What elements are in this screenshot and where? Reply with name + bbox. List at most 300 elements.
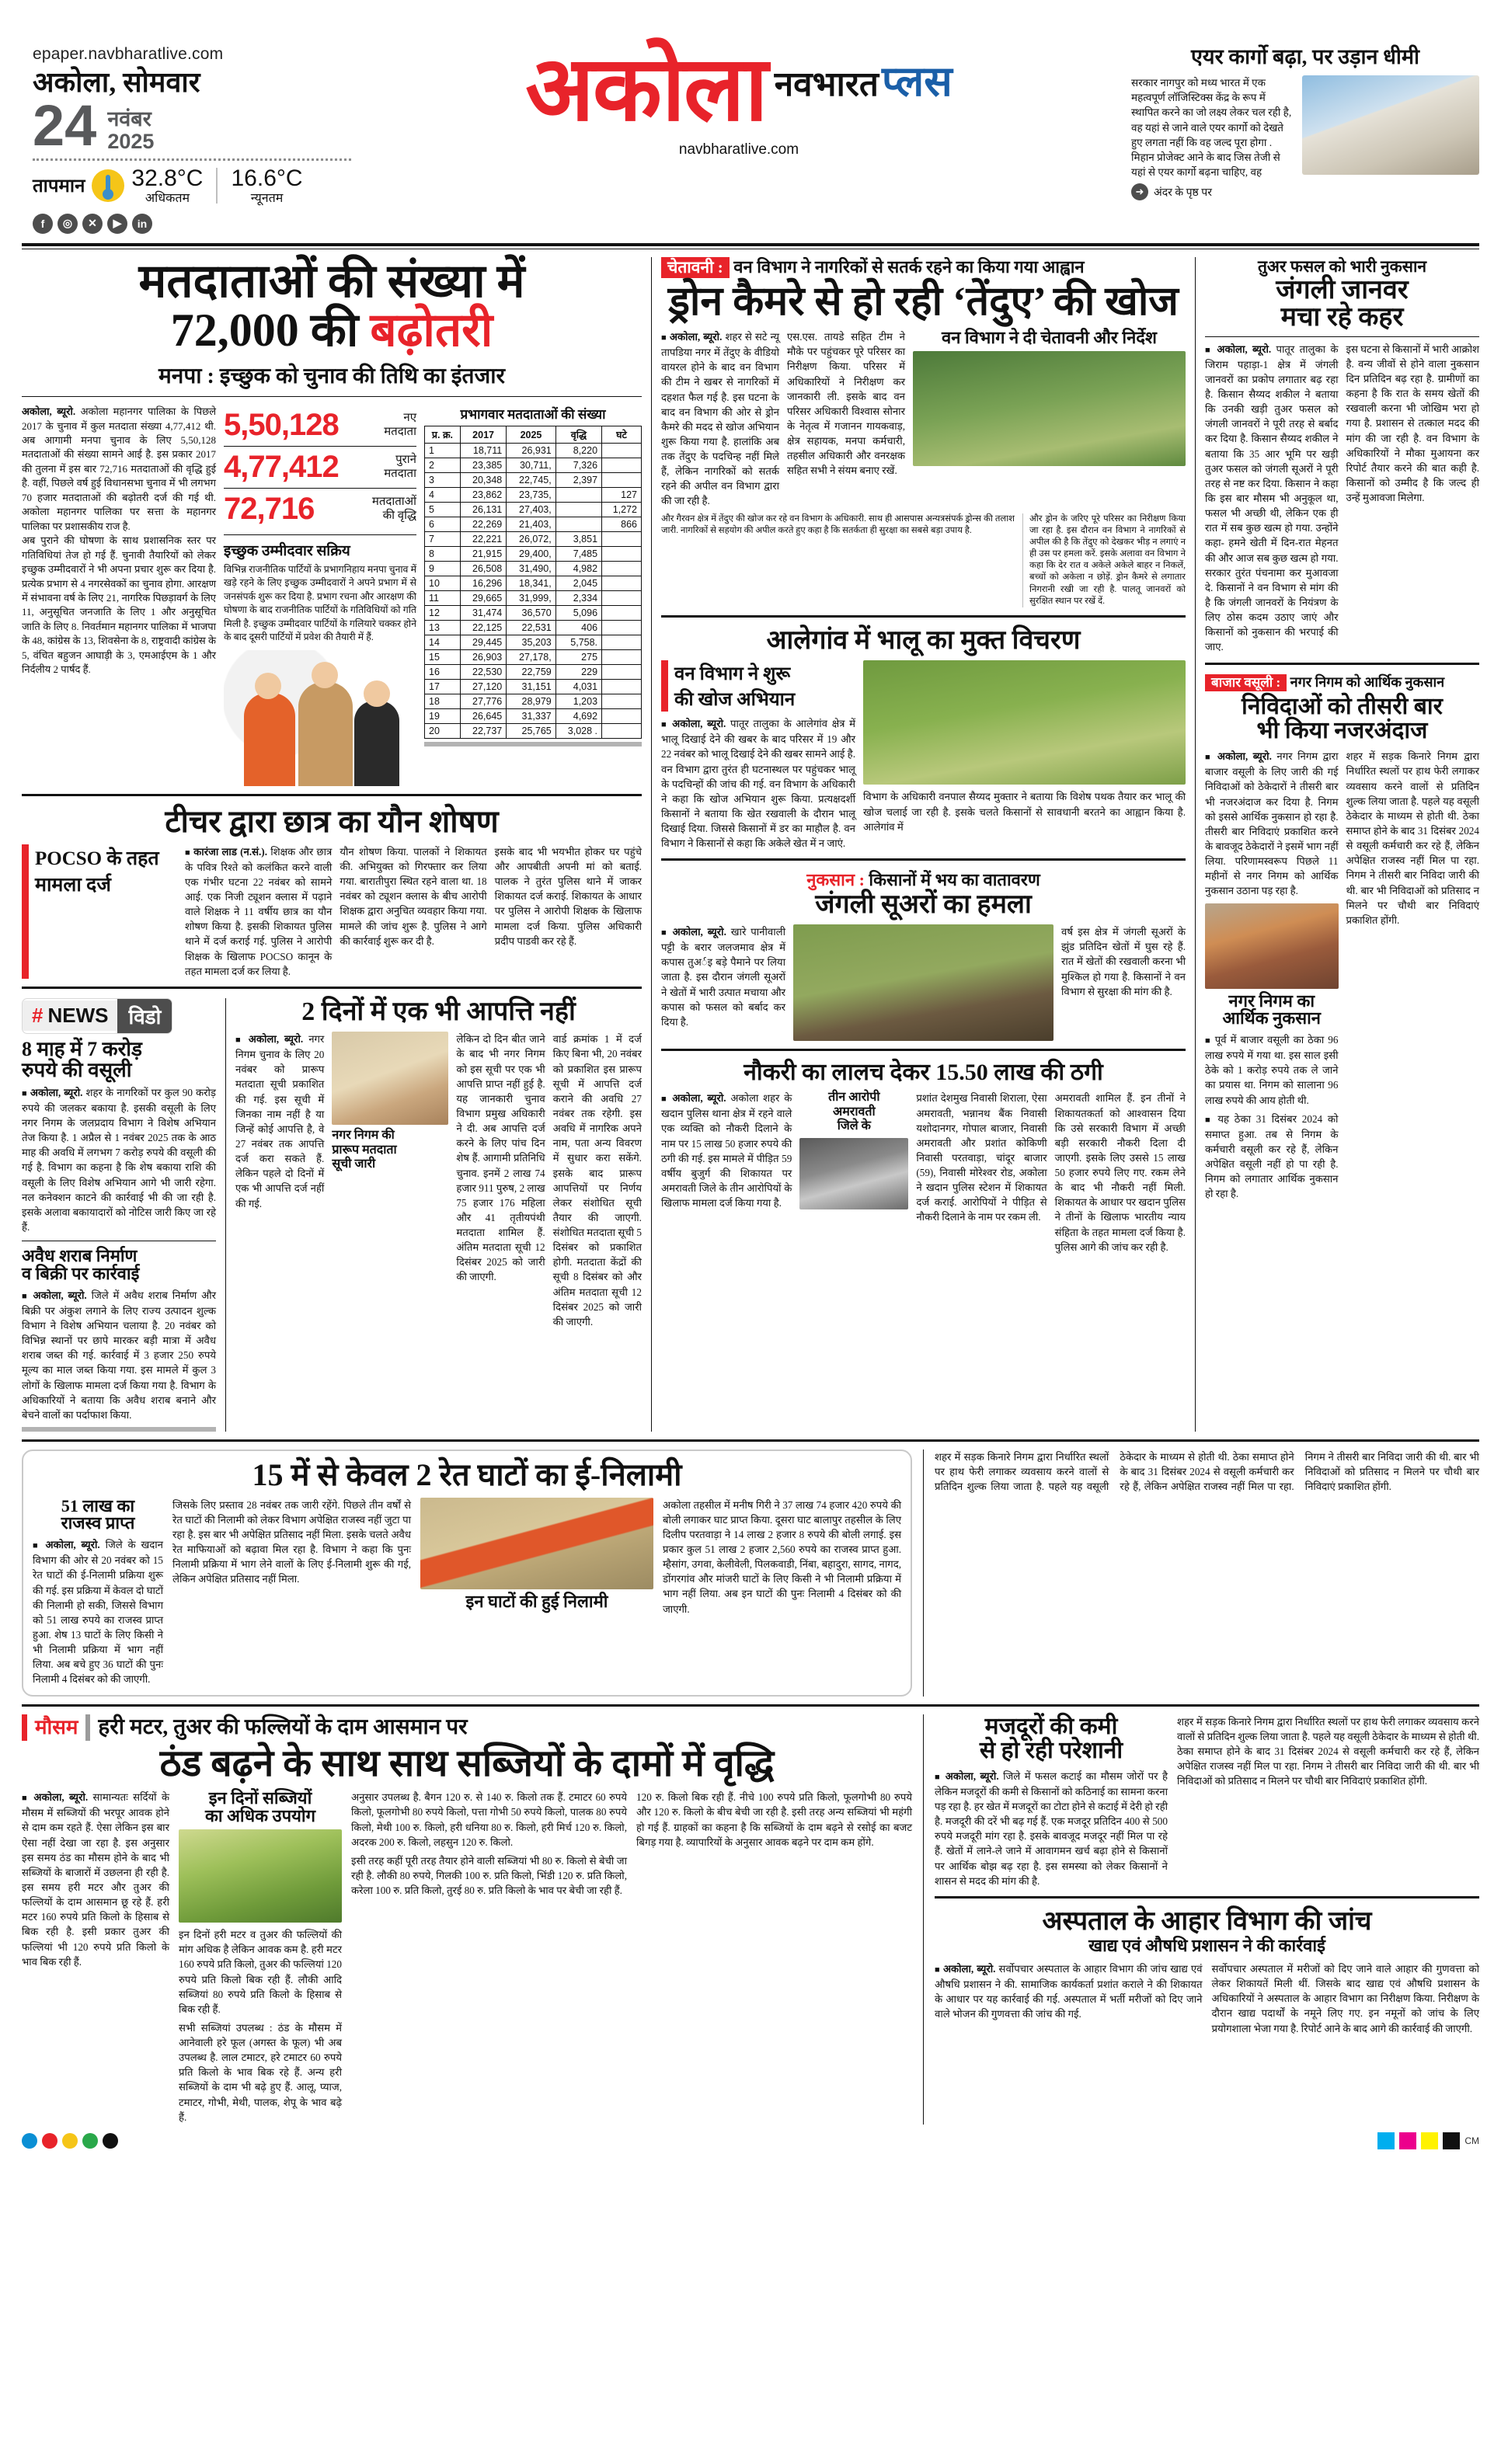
table-row — [425, 503, 642, 517]
cell-decrease — [602, 694, 642, 709]
table-row — [425, 458, 642, 473]
teaser-more-label[interactable]: अंदर के पृष्ठ पर — [1154, 186, 1212, 199]
bear-sub-line1: वन विभाग ने शुरू — [674, 664, 791, 685]
cell-2025: 31,490, — [507, 562, 556, 576]
sand-subcap: इन घाटों की हुई निलामी — [465, 1591, 608, 1611]
lead-rule — [22, 396, 642, 397]
weather-label: मौसम — [35, 1715, 78, 1738]
pigs-col1: ■ अकोला, ब्यूरो. खारे पानीवाली पट्टी के बरार जलजमाव क्षेत्र में कपास तुअर्इ बड़े पैमाने पर लिया जाता है. इस दौरान जंगली सूअरों ने खेतों में भारी उत्पात मचाया और कपास को फसल को बर्बाद कर दिया है. — [661, 924, 785, 1041]
table-row — [425, 694, 642, 709]
right-divider-1 — [1205, 663, 1479, 665]
tender-kicker-rest: नगर निगम को आर्थिक नुकसान — [1287, 673, 1445, 690]
temperature-max-label: अधिकतम — [145, 191, 190, 205]
cell-increase — [555, 503, 601, 517]
youtube-icon[interactable]: ▶ — [107, 214, 127, 234]
cell-ward: 17 — [425, 680, 461, 694]
masthead-rule — [22, 243, 1479, 246]
sand-text-1: जिले के खदान विभाग की ओर से 20 नवंबर को 15 रेत घाटों की ई-निलामी प्रक्रिया शुरू की गई. इस प्रक्रिया में केवल दो घाटों की निलामी हो सकी, जिससे विभाग को 51 लाख रुपये का राजस्व प्राप्त हुआ. शेष 13 घाटों के लिए किसी ने भी निलामी प्रक्रिया में भाग नहीं लिया. अब बचे हुए 36 घाटों की पुनः निलामी 4 दिसंबर को की जाएगी. — [33, 1539, 164, 1686]
cell-ward: 7 — [425, 532, 461, 547]
cell-decrease — [602, 665, 642, 680]
sand-col2: जिसके लिए प्रस्ताव 28 नवंबर तक जारी रहेंगे. पिछले तीन वर्षों से रेत घाटों की निलामी को लेकर विभाग अपेक्षित राजस्व नहीं जुटा पा रहा है. इस बार भी अपेक्षित प्रतिसाद नहीं मिला. इसके चलते अवैध रेत माफियाओं को बढ़ावा मिल रहा है. विभाग ने कहा कि पुनः निलामी प्रक्रिया में भाग लेने वालों के लिए ई-निलामी शुरू की गई, लेकिन अपेक्षित प्रतिसाद नहीं मिला. — [172, 1498, 411, 1585]
cell-decrease — [602, 680, 642, 694]
table-row — [425, 621, 642, 635]
cell-decrease — [602, 635, 642, 650]
objection-cap-line1: नगर निगम की — [332, 1129, 395, 1143]
pigs-story — [661, 870, 1186, 1041]
temperature-max: 32.8°C — [131, 165, 204, 191]
weather-text-1: सामान्यतः सर्दियों के मौसम में सब्जियों की भरपूर आवक होने से दाम कम रहते हैं. ऐसा लेकिन इस बार ऐसा नहीं देखा जा रहा है. इस अनुसार इस समय ठंड का मौसम होने के बाद भी सब्जियों के बाजारों में उछलना ही रही है. इस समय हरी मटर और तुअर की फल्लियों के दाम आसमान छू रहे हैं. हरी मटर 160 रुपये प्रति किलो के हिसाब से बिक रही है. इसी प्रकार तुअर की फल्लियां भी 120 रुपये प्रति किलो के भाव बिक रही हैं. — [22, 1791, 169, 1968]
wild-col2: इस घटना से किसानों में भारी आक्रोश है. वन्य जीवों से होने वाला नुकसान दिन प्रतिदिन बढ़ रहा है. ग्रामीणों का कहना है कि रात के समय खेतों की रखवाली करना भी जोखिम भरा हो गया है. प्रशासन से तत्काल मदद की मांग की जा रही है. वन विभाग के अधिकारियों ने मौका मुआयना कर रिपोर्ट तैयार करने की बात कही है. किसानों को उम्मीद है कि जल्द ही उन्हें मुआवजा मिलेगा. — [1346, 343, 1479, 504]
weather-byline: अकोला, ब्यूरो. — [33, 1791, 89, 1804]
cell-2017: 27,120 — [460, 680, 506, 694]
cell-ward: 5 — [425, 503, 461, 517]
cell-decrease: 127 — [602, 488, 642, 503]
weather-col2b: सभी सब्जियां उपलब्ध : ठंड के मौसम में आनेवाली हरे फूल (अगस्त के फूल) भी अब उपलब्ध है. लाल टमाटर, हरे टमाटर 60 रुपये प्रति किलो के भाव बिक रहे हैं. अन्य हरी सब्जियों के दाम भी बढ़े हुए हैं. आलू, प्याज, टमाटर, गोभी, मेथी, पालक, शेपू के भाव बढ़े हैं. — [179, 2021, 342, 2123]
hospital-subhead: खाद्य एवं औषधि प्रशासन ने की कार्रवाई — [1088, 1936, 1325, 1956]
footer-bar — [22, 2132, 1479, 2160]
stat-label-line1: नए — [403, 412, 416, 425]
cell-decrease — [602, 576, 642, 591]
tender-continued-text — [935, 1450, 1479, 1494]
temperature-separator — [216, 168, 218, 204]
stat-value: 5,50,128 — [224, 408, 339, 443]
cell-2025: 23,735, — [507, 488, 556, 503]
cell-decrease — [602, 562, 642, 576]
column-center — [651, 257, 1195, 1432]
fraud-cap-line1: तीन आरोपी — [828, 1091, 880, 1105]
cell-decrease — [602, 547, 642, 562]
tender-bullet-2-text: यह ठेका 31 दिसंबर 2024 को समाप्त हुआ. तब से निगम के कर्मचारी वसूली कर रहे हैं, लेकिन अपेक्षित वसूली नहीं हो पा रही है. निगम को लगातार आर्थिक नुकसान हो रहा है. — [1205, 1112, 1339, 1200]
table-row — [425, 562, 642, 576]
sand-col3: अकोला तहसील में मनीष गिरी ने 37 लाख 74 हजार 420 रुपये की बोली लगाकर घाट प्राप्त किया. दूसरा घाट बालापुर तहसील के लिए दिलीप परतवाड़ा ने 14 लाख 2 हजार 8 रुपये की बोली लगाई. इस प्रकार कुल 51 लाख 2 हजार 2,560 रुपये का राजस्व प्राप्त हुआ. म्हैसांग, उगवा, केलीवेली, पिलकवाडी, निंबा, बहादुरा, सागद, नागद, डोंगरगांव और मांजरी घाटों के लिए किसी ने भी निलामी प्रक्रिया में भाग नहीं लिया. अब इन घाटों की पुनः निलामी 4 दिसंबर को की जाएगी. — [663, 1498, 901, 1615]
cell-increase: 3,028 . — [555, 724, 601, 739]
drone-body — [661, 329, 1186, 508]
cell-increase: 8,220 — [555, 444, 601, 458]
cell-increase: 7,326 — [555, 458, 601, 473]
tender-byline: अकोला, ब्यूरो. — [1217, 750, 1272, 763]
weather-col1 — [22, 1790, 169, 2125]
logo-plus: प्लस — [882, 58, 952, 105]
drone-photo-block — [913, 329, 1186, 508]
lead-byline: अकोला, ब्यूरो. — [22, 405, 76, 418]
video-label[interactable]: विडो — [117, 999, 172, 1033]
hospital-col1 — [935, 1961, 1203, 2036]
date-day: 24 — [33, 92, 97, 158]
cell-increase: 2,397 — [555, 473, 601, 488]
green-vegetables-photo — [179, 1829, 342, 1923]
sand-byline: अकोला, ब्यूरो. — [45, 1539, 100, 1551]
th-2025: 2025 — [507, 426, 556, 444]
cell-2025: 27,178, — [507, 650, 556, 665]
weather-band — [22, 1714, 1479, 2125]
tender-sub-title-2: आर्थिक नुकसान — [1222, 1008, 1322, 1028]
cell-ward: 16 — [425, 665, 461, 680]
wild-headline-line2: मचा रहे कहर — [1280, 303, 1404, 332]
newspaper-page — [22, 0, 1479, 2160]
lead-headline-highlight: बढ़ोतरी — [370, 305, 493, 357]
cell-increase: 3,851 — [555, 532, 601, 547]
weather-col3b: इसी तरह कहीं पूरी तरह तैयार होने वाली सब्जियां भी 80 रु. किलो से बेची जा रही है. लौकी 80 रुपये, गिलकी 100 रु. प्रति किलो, भिंडी 120 रु. प्रति किलो, करेला 100 रु. प्रति किलो, तुरई 80 रु. प्रति किलो के भाव पर बेची जा रही हैं. — [351, 1854, 627, 1897]
right-divider-2 — [935, 1896, 1479, 1898]
sand-col1 — [33, 1537, 163, 1686]
divider-before-weather — [22, 1704, 1479, 1707]
cell-decrease — [602, 458, 642, 473]
stat-row — [224, 488, 416, 530]
wild-pigs-photo — [793, 924, 1053, 1041]
cell-decrease — [602, 532, 642, 547]
fraud-col1 — [661, 1091, 792, 1255]
objection-text-1: नगर निगम चुनाव के लिए 20 नवंबर को प्रारूप मतदाता सूची प्रकाशित की गई. इस सूची में जिनका नाम नहीं है या जिन्हें कोई आपत्ति है, वे 27 नवंबर तक आपत्ति दर्ज करा सकते हैं. लेकिन पहले दो दिनों में एक भी आपत्ति दर्ज नहीं की गई. — [235, 1033, 325, 1209]
stat-value: 72,716 — [224, 492, 315, 527]
drone-col2: एस.एस. तायडे सहित टीम ने मौके पर पहुंचकर पूरे परिसर का निरीक्षण किया. परिसर में अधिकारियों ने निरीक्षण कर जानकारी ली. इसके बाद वन परिसर अधिकारी विश्वास सोनार के नेतृत्व में गजानन गायकवाड़, क्षेत्र सहायक, मनपा कर्मचारी, तहसील अधिकारी और वनरक्षक सहित सभी ने संयम बनाए रखें. — [787, 331, 905, 477]
objection-col3: वार्ड क्रमांक 1 में दर्ज किए बिना भी, 20 नवंबर को प्रकाशित इस प्रारूप सूची में आपत्ति दर्ज कराने की अवधि 27 नवंबर तक रहेगी. इस अवधि में नागरिक अपने नाम, पता अन्य विवरण में सुधार करा सकेंगे. इसके बाद प्रारूप आपत्तियों पर निर्णय लेकर संशोधित सूची तैयार की जाएगी. संशोधित मतदाता सूची 5 दिसंबर को प्रकाशित होगी. मतदाता केंद्रों की सूची 8 दिसंबर को और अंतिम मतदाता सूची 12 दिसंबर 2025 को जारी की जाएगी. — [552, 1033, 642, 1328]
objection-col1 — [235, 1032, 324, 1329]
stat-label-line1: पुराने — [395, 454, 416, 467]
page-mark: CM — [1464, 2135, 1479, 2146]
cell-ward: 18 — [425, 694, 461, 709]
stat-row — [224, 405, 416, 446]
sand-cap-line2: राजस्व प्राप्त — [61, 1513, 135, 1533]
twitter-x-icon[interactable]: ✕ — [82, 214, 103, 234]
handcuffs-photo — [799, 1138, 908, 1209]
cell-ward: 4 — [425, 488, 461, 503]
cell-increase: 2,045 — [555, 576, 601, 591]
cell-2017: 22,737 — [460, 724, 506, 739]
cell-ward: 15 — [425, 650, 461, 665]
stat-label-line2: मतदाता — [384, 425, 416, 438]
voters-table-footer-rule — [424, 742, 642, 747]
objection-illustration-block — [332, 1032, 448, 1329]
cell-2017: 27,776 — [460, 694, 506, 709]
facebook-icon[interactable]: f — [33, 214, 53, 234]
tender-text-1: नगर निगम द्वारा बाजार वसूली के लिए जारी की गई निविदाओं को ठेकेदारों ने तीसरी बार भी नजरअंदाज कर दिया है. निगम को इससे आर्थिक नुकसान हो रहा है. तीसरी बार निविदाएं प्रकाशित करने के बावजूद ठेकेदारों ने इसमें भाग नहीं लिया. परिणामस्वरूप पिछले 11 महीनों से नगर निगम को आर्थिक नुकसान उठाना पड़ रहा है. — [1205, 750, 1339, 897]
left-divider-2 — [22, 987, 642, 989]
vertical-rule — [225, 998, 226, 1432]
cell-ward: 12 — [425, 606, 461, 621]
cell-2025: 26,072, — [507, 532, 556, 547]
table-row — [425, 606, 642, 621]
bear-story — [661, 627, 1186, 851]
cell-2025: 27,403, — [507, 503, 556, 517]
voters-table-caption: प्रभागवार मतदाताओं की संख्या — [460, 407, 606, 423]
tender-headline-line2: भी किया नजरअंदाज — [1256, 718, 1428, 744]
cell-decrease: 1,272 — [602, 503, 642, 517]
column-right — [1195, 257, 1479, 1432]
objection-col2: लेकिन दो दिन बीत जाने के बाद भी नगर निगम को इस सूची पर एक भी आपत्ति प्राप्त नहीं हुई है. यह जानकारी चुनाव विभाग प्रमुख अधिकारी ने दी. अब आपत्ति दर्ज करने के लिए पांच दिन शेष हैं. आगामी प्रतिनिधि चुनाव. इनमें 2 लाख 74 हजार 911 पुरुष, 2 लाख 75 हजार 176 महिला और 41 तृतीयपंथी मतदाता शामिल हैं. अंतिम मतदाता सूची 12 दिसंबर 2025 को जारी की जाएगी. — [456, 1033, 545, 1283]
market-vendors-photo — [1205, 903, 1339, 989]
cell-2025: 36,570 — [507, 606, 556, 621]
liquor-byline: अकोला, ब्यूरो. — [33, 1289, 87, 1301]
cell-2025: 28,979 — [507, 694, 556, 709]
news-badge-block — [22, 998, 216, 1432]
cell-2025: 31,151 — [507, 680, 556, 694]
cell-decrease — [602, 591, 642, 606]
objection-headline: 2 दिनों में एक भी आपत्ति नहीं — [301, 997, 576, 1026]
masthead — [22, 0, 1479, 234]
news-text: शहर के नागरिकों पर कुल 90 करोड़ रुपये की जलकर बकाया है. इसकी वसूली के लिए नगर निगम के जलप्रदाय विभाग ने विशेष अभियान तेज किया है. 1 अप्रैल से 1 नवंबर 2025 तक के आठ माह की अवधि में लगभग 7 करोड़ रुपये की वसूली की गई है. विभाग का कहना है कि शेष बकाया राशि की वसूली के लिए विशेष अभियान आगे भी जारी रहेगा. नल कनेक्शन काटने की कार्रवाई भी की जा रही है. इसके अलावा बकायादारों को नोटिस जारी किए जा रहे हैं. — [22, 1086, 216, 1233]
cell-increase — [555, 488, 601, 503]
cell-increase: 5,096 — [555, 606, 601, 621]
table-row — [425, 665, 642, 680]
fraud-col3: अमरावती शामिल हैं. इन तीनों ने शिकायतकर्ता को आश्वासन दिया कि उसे सरकारी विभाग में अच्छी बड़ी सरकारी नौकरी दिला दी जाएगी. इसके लिए उससे 15 लाख 50 हजार रुपये लिए गए. रकम लेने के बाद भी नौकरी नहीं मिली. शिकायत के आधार पर खदान पुलिस ने तीनों के खिलाफ भारतीय न्याय संहिता के तहत मामला दर्ज किया है. पुलिस आगे की जांच कर रही है. — [1054, 1092, 1186, 1253]
hospital-text-1: सर्वोपचार अस्पताल के आहार विभाग की जांच खाद्य एवं औषधि प्रशासन ने की. सामाजिक कार्यकर्ता प्रशांत कराले ने की शिकायत के आधार पर यह कार्रवाई की गई. अस्पताल में भर्ती मरीजों को दिए जाने वाले भोजन की गुणवत्ता की जांच की गई. — [935, 1963, 1203, 2020]
cell-ward: 20 — [425, 724, 461, 739]
pocso-col3: इसके बाद भी भयभीत होकर घर पहुंचे और आपबीती अपनी मां को बताई. पालक ने तुरंत पुलिस थाने में जाकर शिकायत दर्ज कराई. शिकायत के आधार पर पुलिस ने आरोपी शिक्षक के खिलाफ मामला दर्ज किया. पुलिस अधिकारी प्रदीप पाडवी कर रहे हैं. — [494, 845, 642, 947]
weather-kicker: हरी मटर, तुअर की फल्लियों के दाम आसमान पर — [98, 1714, 468, 1739]
stat-label-line1: मतदाताओं — [371, 496, 416, 509]
bear-byline: अकोला, ब्यूरो. — [672, 718, 726, 730]
tender-col2: शहर में सड़क किनारे निगम द्वारा निर्धारित स्थलों पर हाथ फेरी लगाकर व्यवसाय करने वालों से प्रतिदिन शुल्क लिया जाता है. पहले यह वसूली ठेकेदार के माध्यम से होती थी. ठेका समाप्त होने के बाद 31 दिसंबर 2024 से वसूली कर्मचारी कर रहे हैं, लेकिन अपेक्षित राजस्व नहीं मिल पा रहा. निगम ने तीसरी बार निविदा जारी की थी. बार भी निविदाओं को प्रतिसाद न मिलने पर चौथी बार निविदाएं प्रकाशित होंगी. — [1346, 750, 1479, 926]
tender-headline-line1: निविदाओं को तीसरी बार — [1242, 693, 1443, 719]
pocso-body — [22, 844, 642, 979]
drone-byline: अकोला, ब्यूरो. — [669, 331, 723, 343]
th-increase: वृद्धि — [555, 426, 601, 444]
objection-story — [235, 998, 642, 1432]
teaser-title: एयर कार्गो बढ़ा, पर उड़ान धीमी — [1190, 45, 1419, 68]
table-header-row — [425, 426, 642, 444]
drone-headline: ड्रोन कैमरे से हो रही ‘तेंदुए’ की खोज — [668, 280, 1179, 325]
cell-2025: 26,931 — [507, 444, 556, 458]
instagram-icon[interactable]: ◎ — [57, 214, 78, 234]
cell-increase: 1,203 — [555, 694, 601, 709]
pocso-sub-line2: मामला दर्ज — [35, 874, 111, 896]
labour-text: जिले में फसल कटाई का मौसम जोरों पर है लेकिन मजदूरों की कमी से किसानों को कठिनाई का सामना करना पड़ रहा है. हर खेत में मजदूरों का टोटा होने से कटाई में देरी हो रही है. मजदूरी की दरें भी बढ़ गई हैं. एक मजदूर प्रतिदिन 400 से 500 रुपये मजदूरी मांग रहा है. इसके बावजूद मजदूर नहीं मिल पा रहे हैं. खेतों में लाने-ले जाने में आवागमन खर्च बढ़ा होने से किसानों पर आर्थिक बोझ बढ़ रहा है. इस समस्या को लेकर किसानों ने शासन से मदद की मांग की है. — [935, 1770, 1168, 1887]
table-row — [425, 709, 642, 724]
wild-kicker: तुअर फसल को भारी नुकसान — [1257, 256, 1427, 276]
color-dot-yellow — [62, 2133, 78, 2149]
cell-decrease: 866 — [602, 517, 642, 532]
voters-table-body — [425, 444, 642, 739]
news-title-line1: 8 माह में 7 करोड़ — [22, 1037, 142, 1060]
fraud-byline: अकोला, ब्यूरो. — [672, 1092, 726, 1105]
cell-ward: 6 — [425, 517, 461, 532]
sand-box — [22, 1450, 912, 1697]
fraud-text-1: अकोला शहर के खदान पुलिस थाना क्षेत्र में रहने वाले एक व्यक्ति को नौकरी दिलाने के नाम पर 15 लाख 50 हजार रुपये की ठगी की गई. इस मामले में पीड़ित 59 वर्षीय बुजुर्ग की शिकायत पर अमरावती जिले के तीन आरोपियों के खिलाफ मामला दर्ज किया गया है. — [661, 1092, 792, 1209]
bear-text-2: विभाग के अधिकारी वनपाल सैय्यद मुक्तार ने बताया कि विशेष पथक तैयार कर भालू की खोज चलाई जा रही है. इसके चलते किसानों से सावधानी बरतने का आह्वान किया है. आलेगांव में — [863, 791, 1186, 833]
registration-square-magenta — [1399, 2132, 1416, 2149]
hash-icon: # — [32, 1004, 44, 1028]
registration-square-yellow — [1421, 2132, 1438, 2149]
th-2017: 2017 — [460, 426, 506, 444]
left-divider-1 — [22, 794, 642, 796]
cell-2025: 30,711, — [507, 458, 556, 473]
temperature-row — [33, 165, 356, 206]
lead-headline-line2 — [22, 306, 642, 356]
pigs-col2: वर्ष इस क्षेत्र में जंगली सूअरों के झुंड प्रतिदिन खेतों में घुस रहे हैं. रात में खेतों की रखवाली करना भी मुश्किल हो गया है. किसानों ने वन विभाग से सुरक्षा की मांग की है. — [1061, 926, 1186, 997]
cell-increase: 4,692 — [555, 709, 601, 724]
bear-text-1: पातूर तालुका के आलेगांव क्षेत्र में भालू दिखाई देने की खबर के बाद परिसर में 19 और 22 नवंबर को भालू दिखाई देने की खबर सामने आई है. वन विभाग द्वारा तुरंत ही घटनास्थल पर पहुंचकर भालू के पदचिन्हों की जांच की गई. वन विभाग के अधिकारी ने कहा कि खोज अभियान शुरू किया. प्रत्यक्षदर्शी किसानों ने बताया कि खेत रखवाली के दौरान भालू दिखाई दिया. जिससे किसानों में डर का माहौल है. वन विभाग ने किसानों से कहा कि अकेले खेत में न जाएं. — [661, 718, 855, 850]
tender-sub-title-1: नगर निगम का — [1228, 990, 1315, 1011]
cell-increase: 4,031 — [555, 680, 601, 694]
table-row — [425, 547, 642, 562]
liquor-body — [22, 1288, 216, 1422]
table-row — [425, 444, 642, 458]
liquor-footer-rule — [22, 1427, 216, 1432]
tender-col1 — [1205, 749, 1339, 898]
fraud-cap-line3: जिले के — [837, 1119, 871, 1133]
cell-ward: 3 — [425, 473, 461, 488]
cell-ward: 11 — [425, 591, 461, 606]
stat-label-line2: की वृद्धि — [382, 509, 416, 522]
pocso-col2: यौन शोषण किया. पालकों ने शिकायत की. अभियुक्त को गिरफ्तार कर लिया गया. बारातीपुरा स्थित रहने वाला था. 18 नवंबर को ट्यूशन क्लास के बीच आरोपी शिक्षक द्वारा अनुचित व्यवहार किया गया. मामले की जांच शुरू है. पुलिस ने आगे की कार्रवाई शुरू कर दी है. — [340, 845, 487, 947]
column-left — [22, 257, 651, 1432]
tender-bullet-1-text: पूर्व में बाजार वसूली का ठेका 96 लाख रुपये में गया था. इस साल इसी ठेके को 1 करोड़ रुपये तक ले जाने का प्रयास था. निगम को सालाना 96 लाख रुपये की आय होती थी. — [1205, 1034, 1339, 1106]
red-accent-bar — [22, 844, 29, 979]
cell-ward: 14 — [425, 635, 461, 650]
news-body — [22, 1085, 216, 1234]
air-cargo-photo — [1302, 75, 1479, 175]
drone-story — [661, 257, 1186, 607]
weather-kicker-row — [22, 1714, 912, 1741]
news-video-badge[interactable] — [22, 998, 172, 1034]
pocso-sub-line1: POCSO के तहत — [35, 847, 159, 869]
cell-2017: 22,269 — [460, 517, 506, 532]
objection-cap-line3: सूची जारी — [332, 1157, 376, 1171]
lead-headline-line1: मतदाताओं की संख्या में — [138, 255, 525, 307]
cell-ward: 8 — [425, 547, 461, 562]
bear-col1 — [661, 716, 855, 851]
color-dot-black — [103, 2133, 118, 2149]
lead-text-2: अब पुराने की घोषणा के साथ प्रशासनिक स्तर पर गतिविधियां तेज हो गई हैं. चुनावी तैयारियों को लेकर इच्छुक उम्मीदवारों ने भी अपना प्रचार शुरू कर दिया है. प्रत्येक प्रभाग से 4 नगरसेवकों का चुनाव होगा. आरक्षण में संभावना वर्ष के लिए 21, नागरिक पिछड़ावर्ग के लिए 11, अनुसूचित जनजाति के लिए 1 और अनुसूचित जाति के लिए 8. निवर्तमान महानगर पालिका में भाजपा के 48, कांग्रेस के 13, शिवसेना के 8, राष्ट्रवादी कांग्रेस के 5, वंचित बहुजन आघाड़ी के 3, एमआईएम के 1 और निर्दलीय 2 पार्षद हैं. — [22, 534, 216, 676]
liquor-title-line2: व बिक्री पर कार्रवाई — [22, 1264, 140, 1284]
cell-2017: 29,445 — [460, 635, 506, 650]
labour-headline-line2: से हो रही परेशानी — [979, 1737, 1123, 1763]
date-month: नवंबर — [107, 107, 151, 131]
fraud-headline: नौकरी का लालच देकर 15.50 लाख की ठगी — [744, 1060, 1103, 1086]
date-row — [33, 92, 356, 158]
cell-decrease — [602, 709, 642, 724]
labour-byline: अकोला, ब्यूरो. — [945, 1770, 999, 1782]
pigs-kicker: नुकसान : किसानों में भय का वातावरण — [806, 870, 1040, 890]
fraud-cap-line2: अमरावती — [833, 1105, 876, 1119]
drone-side-text: और ड्रोन के जरिए पूरे परिसर का निरीक्षण किया जा रहा है. इस दौरान वन विभाग ने नागरिकों से अपील की है कि तेंदुए को देखकर भीड़ न लगाएं न ही उस पर हमला करें. इसके अलावा वन विभाग ने कहा कि देर रात व अकेले अकेले बाहर न निकलें, बच्चों को अकेला न छोड़ें. ड्रोन कैमरे से लगातार निगरानी रखी जा रही है. पालतू जानवरों को सुरक्षित स्थान पर रखें दें. — [1022, 513, 1186, 607]
cell-2017: 16,296 — [460, 576, 506, 591]
pocso-story — [22, 806, 642, 979]
lead-stats — [224, 405, 416, 786]
stat-label — [384, 454, 416, 481]
hospital-col2: सर्वोपचार अस्पताल में मरीजों को दिए जाने वाले आहार की गुणवत्ता को लेकर शिकायतें मिली थीं. जिसके बाद खाद्य एवं औषधि प्रशासन के अधिकारियों ने अस्पताल के आहार विभाग का निरीक्षण किया. निरीक्षण के दौरान खाद्य पदार्थों के नमूने लिए गए. इन नमूनों को जांच के लिए प्रयोगशाला भेजा गया है. रिपोर्ट आने के बाद आगे की कार्रवाई की जाएगी. — [1211, 1963, 1479, 2034]
wild-animals-story — [1205, 257, 1479, 655]
stat-row — [224, 446, 416, 488]
sand-headline: 15 में से केवल 2 रेत घाटों का ई-निलामी — [252, 1456, 682, 1492]
drone-subhead: वन विभाग ने दी चेतावनी और निर्देश — [942, 328, 1157, 348]
cell-2025: 18,341, — [507, 576, 556, 591]
forest-officials-drone-photo — [913, 351, 1186, 466]
tender-kicker-label: बाजार वसूली : — [1205, 674, 1287, 691]
liquor-title-line1: अवैध शराब निर्माण — [22, 1246, 138, 1266]
pigs-headline: जंगली सूअरों का हमला — [815, 889, 1032, 919]
table-row — [425, 517, 642, 532]
cell-decrease — [602, 606, 642, 621]
cell-2017: 26,645 — [460, 709, 506, 724]
stat-value: 4,77,412 — [224, 450, 339, 485]
cell-2017: 18,711 — [460, 444, 506, 458]
social-links[interactable] — [33, 214, 356, 234]
lead-text-1: अकोला महानगर पालिका के पिछले 2017 के चुनाव में कुल मतदाता संख्या 4,77,412 थी. अब आगामी मनपा चुनाव के लिए 5,50,128 मतदाताओं की संख्या सामने आई है. इस प्रकार 2017 की तुलना में इस बार 72,716 मतदाताओं की वृद्धि हुई है. वहीं, पिछले वर्ष हुई विधानसभा चुनाव में भी लगभग 70 हजार मतदाताओं की बढ़ोतरी दर्ज की गई थी. अकोला महानगर पालिका पर सत्ता के महानगर पालिका पर प्रशासकीय राज है. — [22, 405, 217, 532]
drone-kicker — [661, 257, 1186, 278]
table-row — [425, 724, 642, 739]
right-bottom-column — [923, 1714, 1479, 2125]
drone-kicker-rest: वन विभाग ने नागरिकों से सतर्क रहने का किया गया आह्वान — [729, 256, 1085, 277]
cell-decrease — [602, 473, 642, 488]
red-accent-bar — [22, 1714, 27, 1741]
cell-2017: 22,221 — [460, 532, 506, 547]
date-year: 2025 — [107, 129, 155, 153]
weather-col2: इन दिनों हरी मटर व तुअर की फल्लियों की मांग अधिक है लेकिन आवक कम है. हरी मटर 160 रुपये प्रति किलो, तुअर की फल्लियां 120 रुपये प्रति किलो बिक रही हैं. लौकी आदि सब्जियां 80 रुपये प्रति किलो के हिसाब से बिक रही हैं. — [179, 1929, 342, 2015]
table-row — [425, 591, 642, 606]
cell-2017: 22,125 — [460, 621, 506, 635]
tender-kicker — [1205, 674, 1479, 691]
objection-byline: अकोला, ब्यूरो. — [248, 1033, 304, 1046]
cell-2025: 25,765 — [507, 724, 556, 739]
wild-headline-line1: जंगली जानवर — [1276, 276, 1409, 305]
arrow-right-icon: ➜ — [1131, 183, 1148, 200]
logo-akola: अकोला — [525, 40, 767, 140]
cell-decrease — [602, 650, 642, 665]
masthead-logo — [356, 40, 1122, 158]
stats-rule — [224, 534, 416, 535]
th-decrease: घटे — [602, 426, 642, 444]
lead-story — [22, 257, 642, 786]
epaper-url[interactable]: epaper.navbharatlive.com — [33, 45, 224, 63]
drone-col1 — [661, 329, 779, 508]
top-right-teaser — [1122, 45, 1479, 200]
linkedin-icon[interactable]: in — [132, 214, 152, 234]
cell-2025: 31,337 — [507, 709, 556, 724]
cell-increase: 4,982 — [555, 562, 601, 576]
bear-headline: आलेगांव में भालू का मुक्त विचरण — [766, 626, 1081, 655]
cell-2025: 22,531 — [507, 621, 556, 635]
table-row — [425, 488, 642, 503]
cell-increase: 5,758. — [555, 635, 601, 650]
lead-body — [22, 405, 216, 786]
voters-table-block — [424, 405, 642, 786]
masthead-left — [22, 45, 356, 234]
registration-square-cyan — [1377, 2132, 1395, 2149]
tender-overflow: शहर में सड़क किनारे निगम द्वारा निर्धारित स्थलों पर हाथ फेरी लगाकर व्यवसाय करने वालों से प्रतिदिन शुल्क लिया जाता है. पहले यह वसूली ठेकेदार के माध्यम से होती थी. ठेका समाप्त होने के बाद 31 दिसंबर 2024 से वसूली कर्मचारी कर रहे हैं, लेकिन अपेक्षित राजस्व नहीं मिल पा रहा. निगम ने तीसरी बार निविदा जारी की थी. बार भी निविदाओं को प्रतिसाद न मिलने पर चौथी बार निविदाएं प्रकाशित होंगी. — [1177, 1715, 1479, 1787]
teaser-text: सरकार नागपुर को मध्य भारत में एक महत्वपूर्ण लॉजिस्टिक्स केंद्र के रूप में स्थापित करने का जो लक्ष्य लेकर चल रही है, वह यहां से जाने वाले एयर कार्गो को देखते हुए लगता नहीं कि वह जल्द पूरा होगा . मिहान प्रोजेक्ट आने के बाद जिस तेजी से यहां से एयर कार्गो बढ़ना चाहिए, वह — [1131, 77, 1292, 178]
objection-cap-line2: प्रारूप मतदाता — [332, 1143, 397, 1157]
weather-story — [22, 1714, 923, 2125]
voters-table — [424, 426, 642, 739]
table-row — [425, 532, 642, 547]
city-and-day: अकोला, सोमवार — [33, 67, 200, 98]
cell-2025: 31,999, — [507, 591, 556, 606]
cell-decrease — [602, 724, 642, 739]
color-dot-green — [82, 2133, 98, 2149]
tender-continued — [923, 1450, 1479, 1697]
table-row — [425, 680, 642, 694]
divider-before-sand — [22, 1439, 1479, 1442]
sand-cap-line1: 51 लाख का — [61, 1495, 135, 1516]
table-row — [425, 635, 642, 650]
tender-bullet-1 — [1205, 1032, 1339, 1108]
cell-ward: 13 — [425, 621, 461, 635]
stat-label-line2: मतदाता — [384, 467, 416, 480]
cell-ward: 9 — [425, 562, 461, 576]
news-label: NEWS — [47, 1004, 109, 1028]
website-url[interactable]: navbharatlive.com — [678, 141, 799, 158]
color-dot-cyan — [22, 2133, 37, 2149]
tender-story — [1205, 674, 1479, 1202]
cell-2017: 31,474 — [460, 606, 506, 621]
weather-col3: अनुसार उपलब्ध है. बैगन 120 रु. से 140 रु. किलो तक हैं. टमाटर 60 रुपये किलो, फूलगोभी 80 रुपये किलो, पत्ता गोभी 50 रुपये किलो, पालक 80 रुपये किलो, मेथी 100 रु. किलो, हरी धनिया 80 रु. किलो, हरी मिर्च 120 रु. किलो, अदरक 200 रु. किलो, लहसुन 120 रु. किलो. — [351, 1791, 627, 1848]
lead-headline-number: 72,000 की — [170, 305, 371, 357]
cell-2025: 35,203 — [507, 635, 556, 650]
cell-decrease — [602, 444, 642, 458]
cell-2025: 21,403, — [507, 517, 556, 532]
bear-search-field-photo — [863, 660, 1186, 785]
